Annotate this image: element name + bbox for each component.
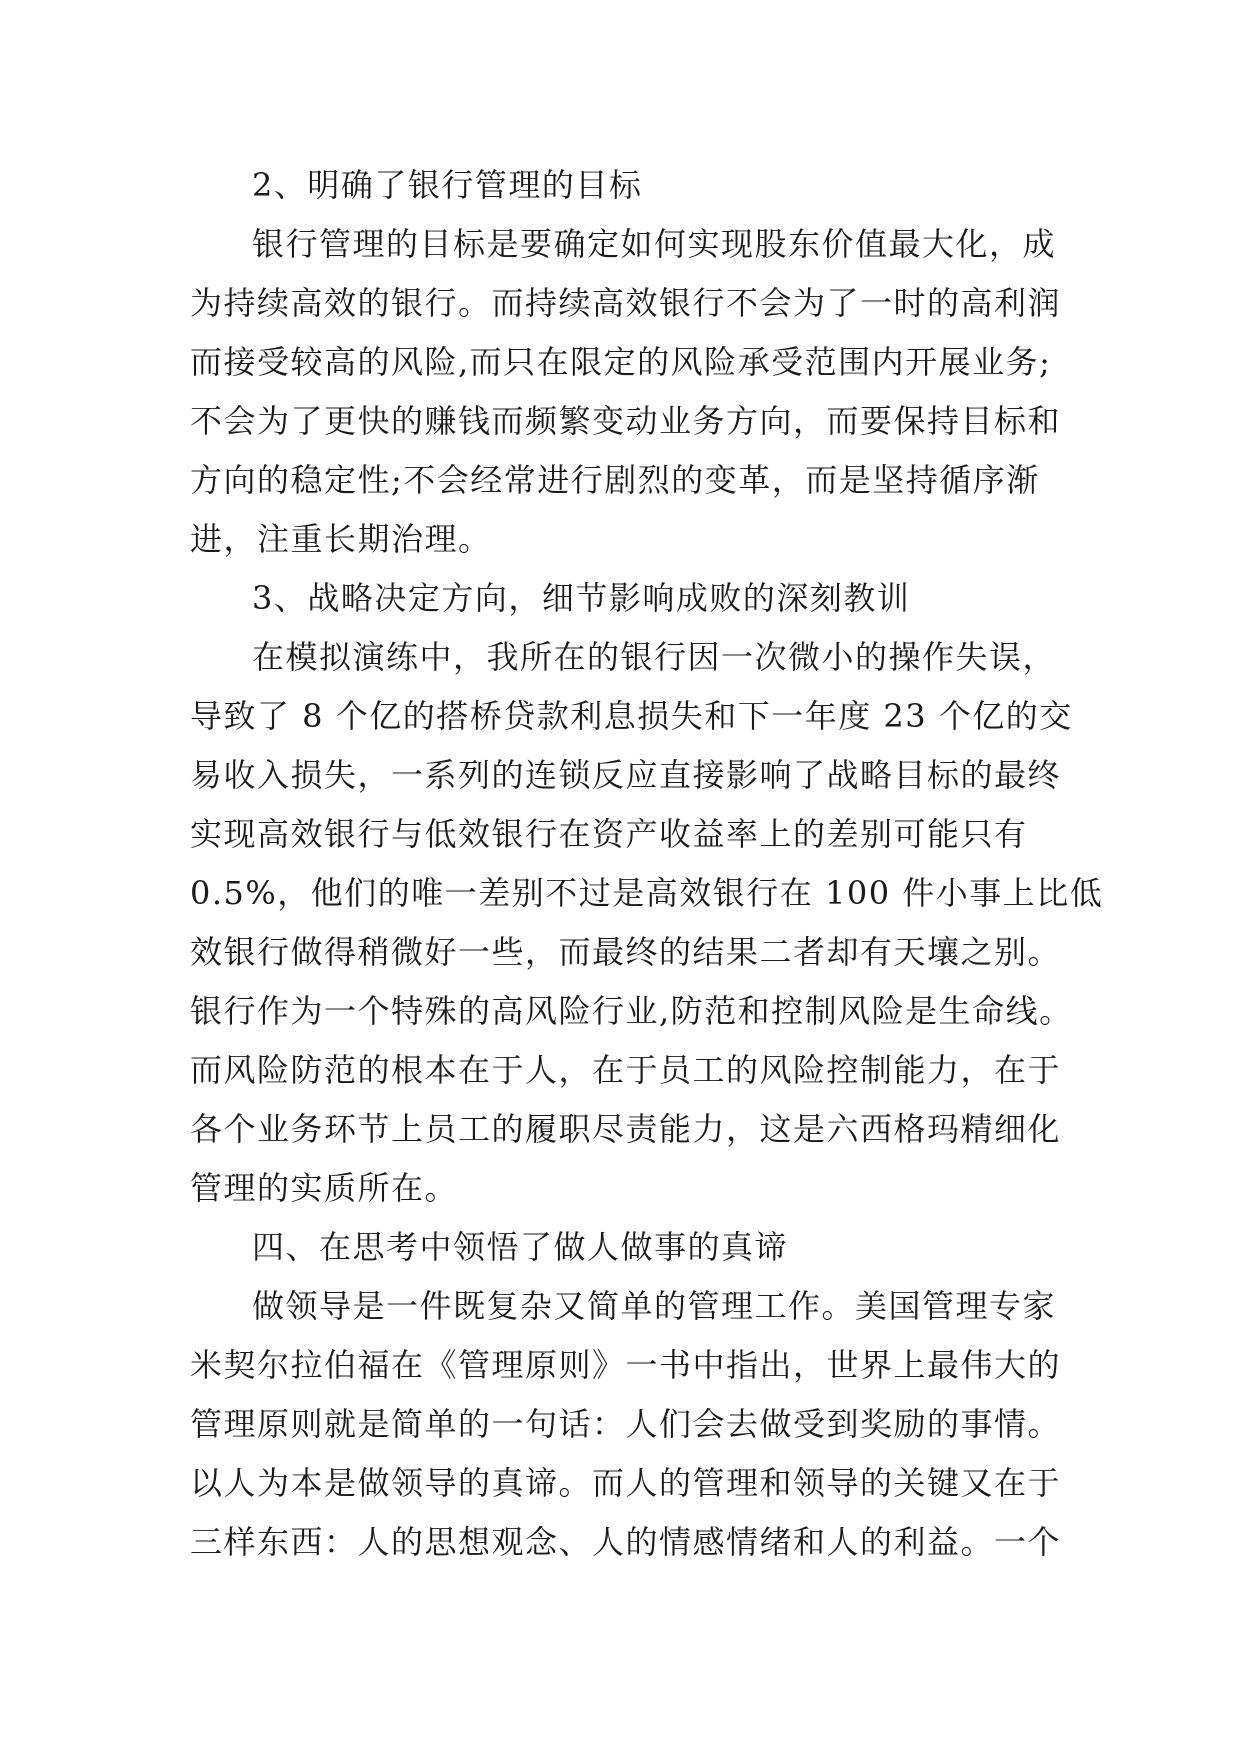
paragraph-line: 管理的实质所在。 — [190, 1169, 459, 1207]
paragraph-line: 银行管理的目标是要确定如何实现股东价值最大化，成 — [252, 225, 1057, 263]
paragraph-line: 银行作为一个特殊的高风险行业,防范和控制风险是生命线。 — [190, 992, 1073, 1030]
paragraph-line: 以人为本是做领导的真谛。而人的管理和领导的关键又在于 — [190, 1464, 1062, 1502]
paragraph-line: 而风险防范的根本在于人，在于员工的风险控制能力，在于 — [190, 1051, 1062, 1089]
paragraph-line: 米契尔拉伯福在《管理原则》一书中指出，世界上最伟大的 — [190, 1346, 1062, 1384]
paragraph-line: 在模拟演练中，我所在的银行因一次微小的操作失误， — [252, 638, 1057, 676]
paragraph-line: 各个业务环节上员工的履职尽责能力，这是六西格玛精细化 — [190, 1110, 1062, 1148]
paragraph-line: 易收入损失，一系列的连锁反应直接影响了战略目标的最终 — [190, 756, 1062, 794]
paragraph-line: 为持续高效的银行。而持续高效银行不会为了一时的高利润 — [190, 284, 1062, 322]
paragraph-line: 不会为了更快的赚钱而频繁变动业务方向，而要保持目标和 — [190, 402, 1062, 440]
paragraph-line: 导致了 8 个亿的搭桥贷款利息损失和下一年度 23 个亿的交 — [190, 697, 1073, 735]
paragraph-line: 0.5%，他们的唯一差别不过是高效银行在 100 件小事上比低 — [190, 874, 1104, 912]
paragraph-line: 实现高效银行与低效银行在资产收益率上的差别可能只有 — [190, 815, 1028, 853]
heading-2: 2、明确了银行管理的目标 — [252, 166, 643, 204]
paragraph-line: 进，注重长期治理。 — [190, 520, 492, 558]
paragraph-line: 方向的稳定性;不会经常进行剧烈的变革，而是坚持循序渐 — [190, 461, 1040, 499]
paragraph-line: 三样东西：人的思想观念、人的情感情绪和人的利益。一个 — [190, 1523, 1062, 1561]
paragraph-line: 效银行做得稍微好一些，而最终的结果二者却有天壤之别。 — [190, 933, 1062, 971]
heading-3: 3、战略决定方向，细节影响成败的深刻教训 — [252, 579, 911, 617]
paragraph-line: 做领导是一件既复杂又简单的管理工作。美国管理专家 — [252, 1287, 1057, 1325]
paragraph-line: 管理原则就是简单的一句话：人们会去做受到奖励的事情。 — [190, 1405, 1062, 1443]
paragraph-line: 而接受较高的风险,而只在限定的风险承受范围内开展业务; — [190, 343, 1052, 381]
heading-4: 四、在思考中领悟了做人做事的真谛 — [252, 1228, 789, 1266]
